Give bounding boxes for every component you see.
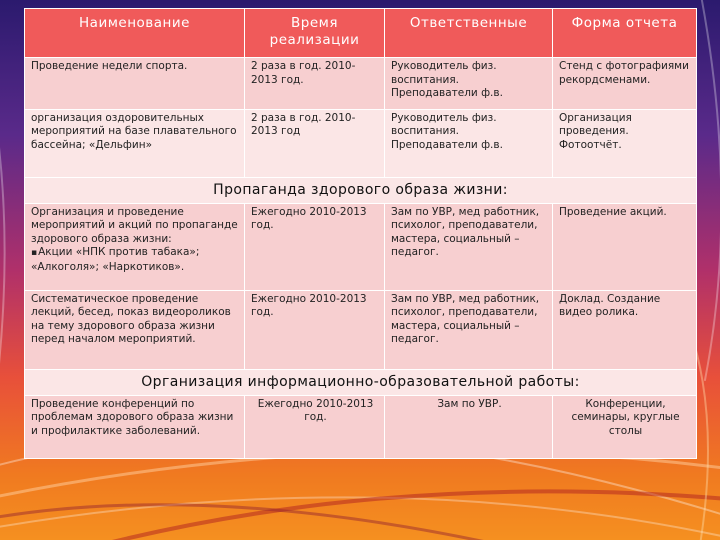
cell-time: 2 раза в год. 2010-2013 год. (245, 58, 385, 110)
header-time: Время реализации (245, 9, 385, 58)
plan-table-container (24, 8, 696, 459)
cell-name (25, 203, 245, 290)
cell-responsible: Зам по УВР, мед работник, психолог, преподаватели, мастера, социальный – педагог. (385, 290, 553, 369)
cell-report-form: Доклад. Создание видео ролика. (553, 290, 697, 369)
cell-report-form: Конференции, семинары, круглые столы (553, 395, 697, 458)
cell-time: 2 раза в год. 2010-2013 год (245, 109, 385, 177)
cell-name-bullet: ▪ Акции «НПК против табака»; «Алкоголя»; «Наркотиков». (31, 246, 199, 273)
table-header-row (25, 9, 697, 58)
section-title: Организация информационно-образовательной работы: (25, 369, 697, 395)
cell-report-form: Стенд с фотографиями рекордсменами. (553, 58, 697, 110)
cell-report-form: Организация проведения. Фотоотчёт. (553, 109, 697, 177)
cell-name: Систематическое проведение лекций, бесед, показ видеороликов на тему здорового образа жизни перед началом мероприятий. (25, 290, 245, 369)
cell-time: Ежегодно 2010-2013 год. (245, 203, 385, 290)
table-row (25, 395, 697, 458)
cell-time: Ежегодно 2010-2013 год. (245, 395, 385, 458)
cell-responsible: Зам по УВР, мед работник, психолог, преподаватели, мастера, социальный – педагог. (385, 203, 553, 290)
table-row (25, 290, 697, 369)
table-row (25, 203, 697, 290)
header-report-form: Форма отчета (553, 9, 697, 58)
table-row (25, 109, 697, 177)
plan-table (24, 8, 697, 459)
section-row (25, 369, 697, 395)
cell-report-form: Проведение акций. (553, 203, 697, 290)
table-row (25, 58, 697, 110)
header-responsible: Ответственные (385, 9, 553, 58)
cell-time: Ежегодно 2010-2013 год. (245, 290, 385, 369)
section-title: Пропаганда здорового образа жизни: (25, 177, 697, 203)
cell-responsible: Руководитель физ. воспитания. Преподаватели ф.в. (385, 109, 553, 177)
cell-name-text: Организация и проведение мероприятий и акций по пропаганде здорового образа жизни: (31, 205, 238, 245)
section-row (25, 177, 697, 203)
cell-name: организация оздоровительных мероприятий на базе плавательного бассейна; «Дельфин» (25, 109, 245, 177)
cell-name: Проведение недели спорта. (25, 58, 245, 110)
cell-name: Проведение конференций по проблемам здорового образа жизни и профилактике заболеваний. (25, 395, 245, 458)
header-name: Наименование (25, 9, 245, 58)
cell-responsible: Зам по УВР. (385, 395, 553, 458)
cell-responsible: Руководитель физ. воспитания. Преподаватели ф.в. (385, 58, 553, 110)
